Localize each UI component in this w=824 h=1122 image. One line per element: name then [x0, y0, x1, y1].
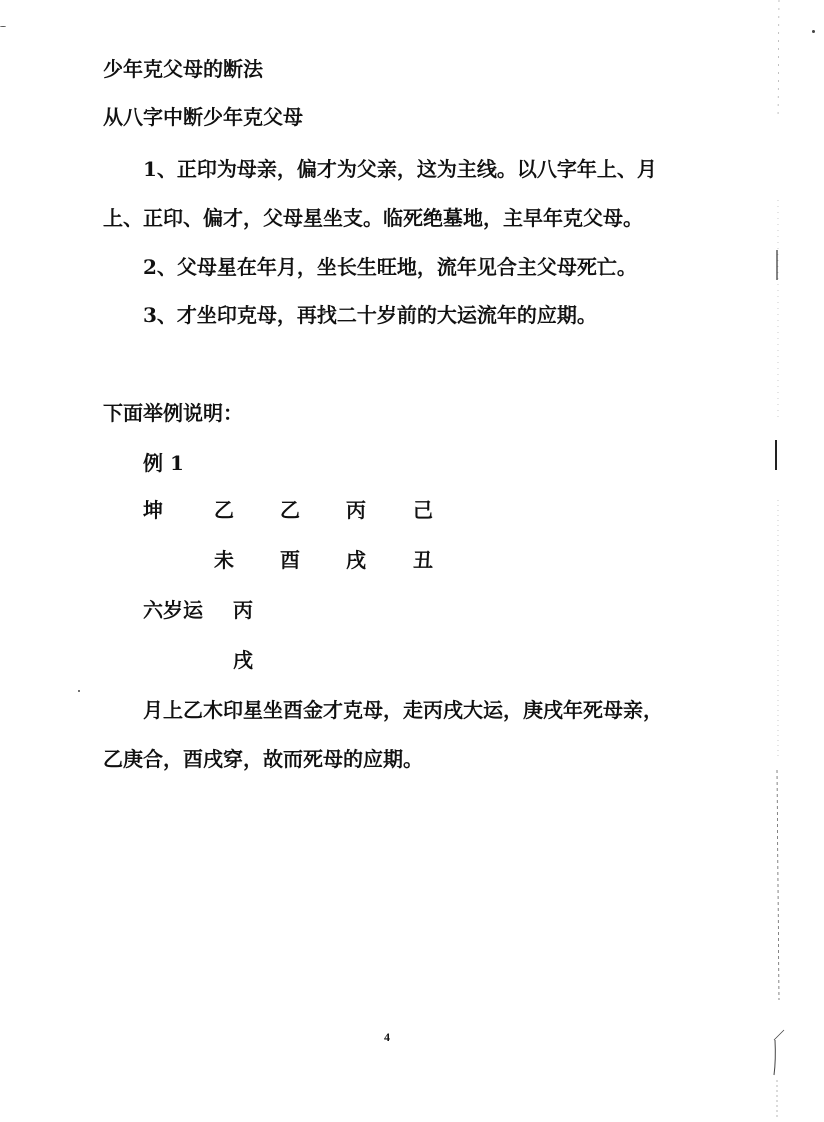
bazi-branch-month: 酉	[280, 548, 300, 572]
bazi-branch-day: 戌	[346, 548, 366, 572]
bazi-stem-year: 乙	[214, 498, 234, 522]
scan-edge-noise	[772, 0, 786, 1122]
example-intro: 下面举例说明：	[103, 401, 243, 425]
bazi-branch-hour: 丑	[413, 548, 433, 572]
analysis-line-1: 月上乙木印星坐酉金才克母，走丙戌大运，庚戌年死母亲，	[143, 698, 663, 722]
bazi-branches-row	[0, 547, 824, 573]
bazi-stem-day: 丙	[346, 498, 366, 522]
section-heading: 少年克父母的断法	[103, 57, 263, 81]
scan-speck	[812, 30, 815, 33]
analysis-line-2: 乙庚合，酉戌穿，故而死母的应期。	[103, 747, 423, 771]
scan-speck	[78, 690, 80, 692]
example-label: 例 1	[143, 451, 184, 475]
bazi-stems-row	[0, 497, 824, 523]
rule-2: 2、父母星在年月，坐长生旺地，流年见合主父母死亡。	[143, 255, 637, 279]
rule-1-line-2: 上、正印、偏才，父母星坐支。临死绝墓地，主早年克父母。	[103, 206, 643, 230]
bazi-stem-hour: 己	[413, 498, 433, 522]
dayun-stem-row	[0, 597, 824, 623]
section-subheading: 从八字中断少年克父母	[103, 105, 303, 129]
rule-1-line-1: 1、正印为母亲，偏才为父亲，这为主线。以八字年上、月	[143, 157, 657, 181]
dayun-branch-row	[0, 647, 824, 673]
scan-mark	[0, 26, 6, 27]
dayun-label: 六岁运	[143, 598, 203, 622]
bazi-gender: 坤	[143, 498, 163, 522]
bazi-stem-month: 乙	[280, 498, 300, 522]
dayun-branch: 戌	[233, 648, 253, 672]
bazi-branch-year: 未	[214, 548, 234, 572]
page-number: 4	[384, 1030, 390, 1044]
dayun-stem: 丙	[233, 598, 253, 622]
rule-3: 3、才坐印克母，再找二十岁前的大运流年的应期。	[143, 303, 597, 327]
